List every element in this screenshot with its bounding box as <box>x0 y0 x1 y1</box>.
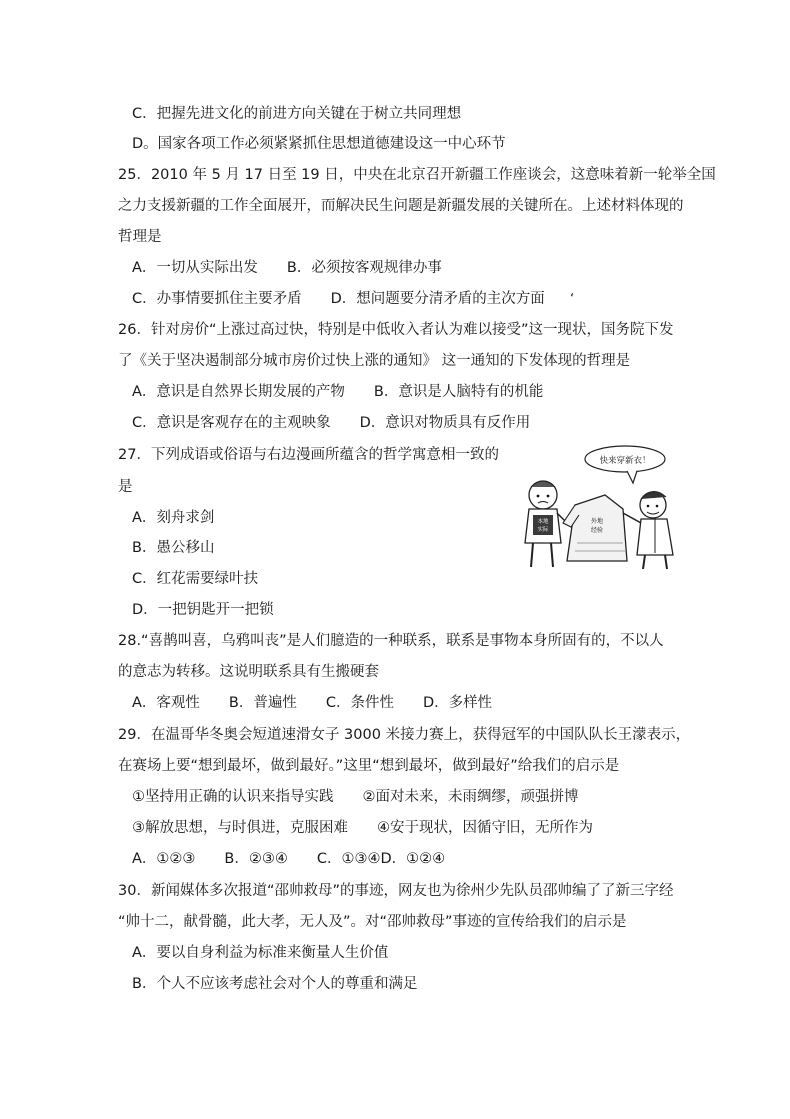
q27-option-b: B．愚公移山 <box>132 540 215 556</box>
q25-stem-line2: 之力支援新疆的工作全面展开，而解决民生问题是新疆发展的关键所在。上述材料体现的 <box>118 198 684 214</box>
q30-option-b: B．个人不应该考虑社会对个人的尊重和满足 <box>132 976 418 992</box>
q27-option-a: A．刻舟求剑 <box>132 510 215 526</box>
garment-text-1: 外地 <box>590 518 604 525</box>
q28-stem-line1: 28.“喜鹊叫喜，乌鸦叫丧”是人们臆造的一种联系，联系是事物本身所固有的，不以人 <box>118 633 664 649</box>
q27-stem-line1: 27．下列成语或俗语与右边漫画所蕴含的哲学寓意相一致的 <box>118 447 499 463</box>
q28-options: A．客观性 B．普遍性 C．条件性 D．多样性 <box>132 695 493 711</box>
q25-options-cd: C．办事情要抓住主要矛盾 D．想问题要分清矛盾的主次方面 <box>132 291 545 307</box>
q26-options-ab: A．意识是自然界长期发展的产物 B．意识是人脑特有的机能 <box>132 384 544 400</box>
cartoon-illustration <box>505 443 685 573</box>
left-shirt-text-1: 本地 <box>537 519 549 525</box>
q25-stem-line3: 哲理是 <box>118 229 162 245</box>
q30-option-a: A．要以自身利益为标准来衡量人生价值 <box>132 945 389 961</box>
q29-items-12: ①坚持用正确的认识来指导实践 ②面对未来，未雨绸缪，顽强拼博 <box>132 789 579 805</box>
q27-stem-line2: 是 <box>118 479 133 495</box>
garment-text-2: 经验 <box>590 527 604 534</box>
q24-option-c: C．把握先进文化的前进方向关键在于树立共同理想 <box>132 106 462 122</box>
q26-options-cd: C．意识是客观存在的主观映象 D．意识对物质具有反作用 <box>132 415 531 431</box>
q24-option-d: D。国家各项工作必须紧紧抓住思想道德建设这一中心环节 <box>132 136 506 152</box>
right-person-figure <box>623 491 673 569</box>
bubble-text: 快来穿新衣！ <box>599 456 651 466</box>
q29-items-34: ③解放思想，与时俱进，克服困难 ④安于现状，因循守旧，无所作为 <box>132 820 593 836</box>
left-shirt-text-2: 实际 <box>537 527 549 533</box>
q25-options-ab: A．一切从实际出发 B．必须按客观规律办事 <box>132 260 442 276</box>
stray-mark: ‘ <box>570 292 575 307</box>
q26-stem-line2: 了《关于坚决遏制部分城市房价过快上涨的通知》 这一通知的下发体现的哲理是 <box>118 353 631 369</box>
q27-option-d: D．一把钥匙开一把锁 <box>132 602 274 618</box>
q30-stem-line2: “帅十二，献骨髓，此大孝，无人及”。对“邵帅救母”事迹的宣传给我们的启示是 <box>118 914 627 930</box>
q29-stem-line1: 29．在温哥华冬奥会短道速滑女子 3000 米接力赛上，获得冠军的中国队队长王濛表示， <box>118 727 691 743</box>
left-person-figure <box>525 481 567 567</box>
oversized-garment <box>563 495 627 561</box>
q29-stem-line2: 在赛场上要“想到最坏，做到最好。”这里“想到最坏，做到最好”给我们的启示是 <box>118 758 620 774</box>
q28-stem-line2: 的意志为转移。这说明联系具有生搬硬套 <box>118 664 379 680</box>
q25-stem-line1: 25．2010 年 5 月 17 日至 19 日，中央在北京召开新疆工作座谈会，这意味着新一轮举全国 <box>118 167 716 183</box>
q30-stem-line1: 30．新闻媒体多次报道“邵帅救母”的事迹，网友也为徐州少先队员邵帅编了了新三字经 <box>118 883 674 899</box>
q29-options: A．①②③ B．②③④ C．①③④D．①②④ <box>132 851 446 867</box>
q27-option-c: C．红花需要绿叶扶 <box>132 571 259 587</box>
q26-stem-line1: 26．针对房价“上涨过高过快，特别是中低收入者认为难以接受”这一现状，国务院下发 <box>118 322 674 338</box>
